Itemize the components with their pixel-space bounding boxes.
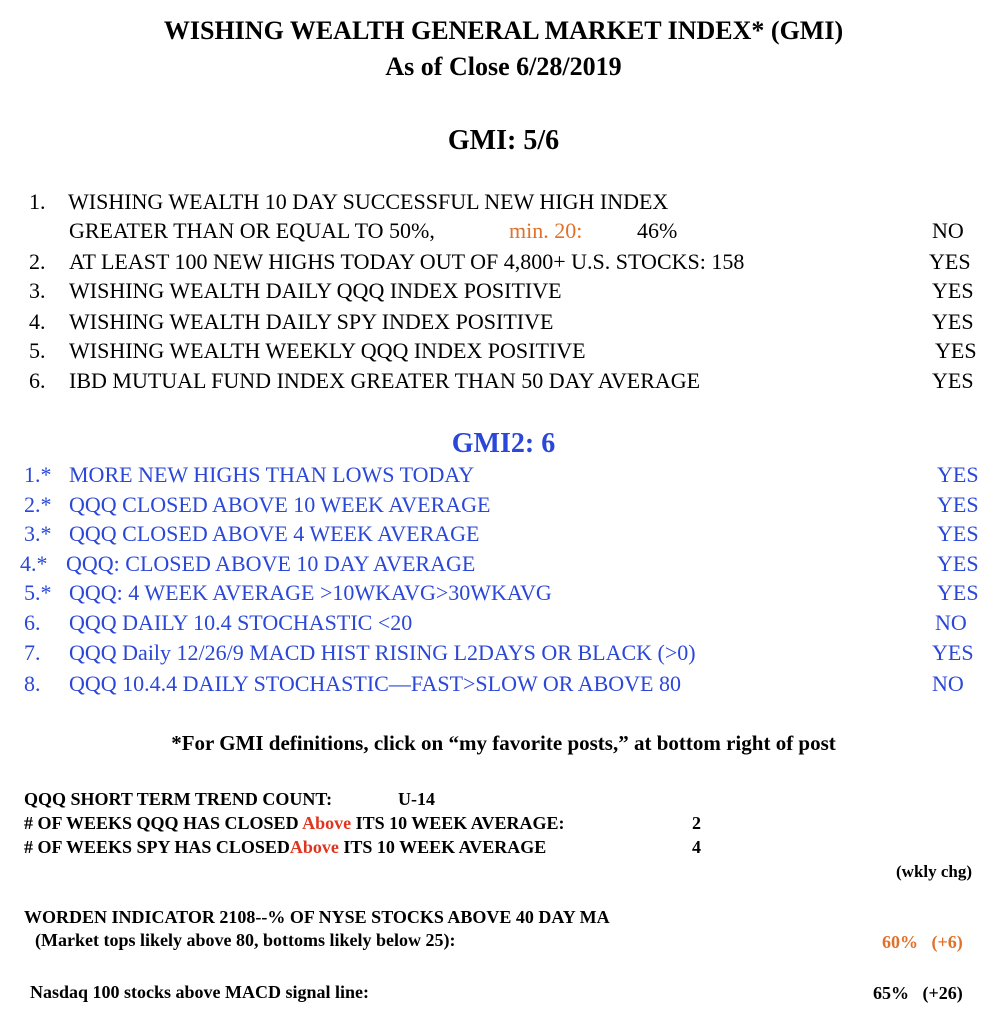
gmi2-item-label: QQQ CLOSED ABOVE 10 WEEK AVERAGE	[69, 492, 491, 517]
gmi2-item-label: QQQ CLOSED ABOVE 4 WEEK AVERAGE	[69, 521, 480, 546]
qqq-weeks-post: ITS 10 WEEK AVERAGE:	[355, 813, 565, 833]
spy-weeks-label	[24, 837, 546, 858]
gmi2-item-result: NO	[932, 671, 964, 696]
gmi-item-result: YES	[932, 278, 974, 303]
qqq-weeks-pre: # OF WEEKS QQQ HAS CLOSED	[24, 813, 299, 833]
gmi2-item-result: NO	[935, 610, 967, 635]
gmi-item-label: WISHING WEALTH DAILY QQQ INDEX POSITIVE	[69, 278, 562, 303]
gmi2-item-number: 5.*	[24, 580, 52, 605]
gmi2-heading: GMI2: 6	[451, 428, 556, 459]
qqq-weeks-value: 2	[692, 813, 701, 833]
page-subtitle: As of Close 6/28/2019	[385, 52, 622, 81]
trend-count-label: QQQ SHORT TERM TREND COUNT:	[24, 789, 333, 809]
gmi2-item-result: YES	[937, 580, 979, 605]
gmi-item-number: 3.	[29, 278, 46, 303]
gmi-item-number: 1.	[29, 189, 46, 214]
worden-value: 60% (+6)	[882, 932, 963, 952]
gmi2-item-number: 8.	[24, 671, 41, 696]
gmi-item-value: 46%	[637, 218, 678, 243]
trend-count-value: U-14	[398, 789, 435, 809]
gmi-item-label: AT LEAST 100 NEW HIGHS TODAY OUT OF 4,800+ U.S. STOCKS: 158	[69, 249, 745, 274]
gmi-item-number: 5.	[29, 338, 46, 363]
gmi-item-result: NO	[932, 218, 964, 243]
gmi2-item-result: YES	[937, 551, 979, 576]
gmi2-item-number: 3.*	[24, 521, 52, 546]
gmi2-item-number: 4.*	[20, 551, 48, 576]
gmi-item-number: 2.	[29, 249, 46, 274]
qqq-weeks-label	[24, 813, 564, 834]
gmi-item-result: YES	[935, 338, 977, 363]
gmi-item-min-label: min. 20:	[509, 218, 583, 243]
gmi-item-label-line2: GREATER THAN OR EQUAL TO 50%,	[69, 218, 435, 243]
page-title: WISHING WEALTH GENERAL MARKET INDEX* (GMI)	[163, 16, 844, 45]
spy-weeks-above: Above	[289, 837, 339, 857]
gmi2-item-label: QQQ DAILY 10.4 STOCHASTIC <20	[69, 610, 413, 635]
gmi2-item-label: QQQ: 4 WEEK AVERAGE >10WKAVG>30WKAVG	[69, 580, 552, 605]
spy-weeks-value: 4	[692, 837, 701, 857]
weekly-change-label: (wkly chg)	[896, 862, 973, 881]
gmi-score: GMI: 5/6	[447, 125, 560, 156]
spy-weeks-pre: # OF WEEKS SPY HAS CLOSED	[24, 837, 290, 857]
gmi-item-label: WISHING WEALTH DAILY SPY INDEX POSITIVE	[69, 309, 554, 334]
gmi-item-label: WISHING WEALTH 10 DAY SUCCESSFUL NEW HIGH INDEX	[68, 189, 669, 214]
nasdaq-label: Nasdaq 100 stocks above MACD signal line:	[30, 982, 370, 1002]
gmi2-item-label: QQQ 10.4.4 DAILY STOCHASTIC—FAST>SLOW OR ABOVE 80	[69, 671, 681, 696]
gmi2-item-result: YES	[937, 521, 979, 546]
gmi-item-result: YES	[932, 309, 974, 334]
gmi-item-label: WISHING WEALTH WEEKLY QQQ INDEX POSITIVE	[69, 338, 586, 363]
gmi-item-number: 6.	[29, 368, 46, 393]
gmi2-item-result: YES	[937, 492, 979, 517]
gmi-footnote: *For GMI definitions, click on “my favorite posts,” at bottom right of post	[171, 731, 836, 755]
gmi-item-number: 4.	[29, 309, 46, 334]
gmi2-item-result: YES	[932, 640, 974, 665]
gmi2-item-label: QQQ: CLOSED ABOVE 10 DAY AVERAGE	[66, 551, 476, 576]
gmi2-item-number: 7.	[24, 640, 41, 665]
gmi2-item-number: 6.	[24, 610, 41, 635]
gmi2-item-label: QQQ Daily 12/26/9 MACD HIST RISING L2DAYS OR BLACK (>0)	[69, 640, 696, 665]
worden-note: (Market tops likely above 80, bottoms likely below 25):	[35, 930, 456, 950]
gmi2-item-label: MORE NEW HIGHS THAN LOWS TODAY	[69, 462, 475, 487]
gmi2-item-result: YES	[937, 462, 979, 487]
gmi-item-result: YES	[932, 368, 974, 393]
worden-title: WORDEN INDICATOR 2108--% OF NYSE STOCKS ABOVE 40 DAY MA	[24, 907, 610, 927]
gmi-item-label: IBD MUTUAL FUND INDEX GREATER THAN 50 DAY AVERAGE	[69, 368, 701, 393]
spy-weeks-post: ITS 10 WEEK AVERAGE	[343, 837, 547, 857]
gmi2-item-number: 1.*	[24, 462, 52, 487]
gmi-item-result: YES	[929, 249, 971, 274]
qqq-weeks-above: Above	[302, 813, 352, 833]
nasdaq-value: 65% (+26)	[873, 983, 963, 1003]
gmi2-item-number: 2.*	[24, 492, 52, 517]
